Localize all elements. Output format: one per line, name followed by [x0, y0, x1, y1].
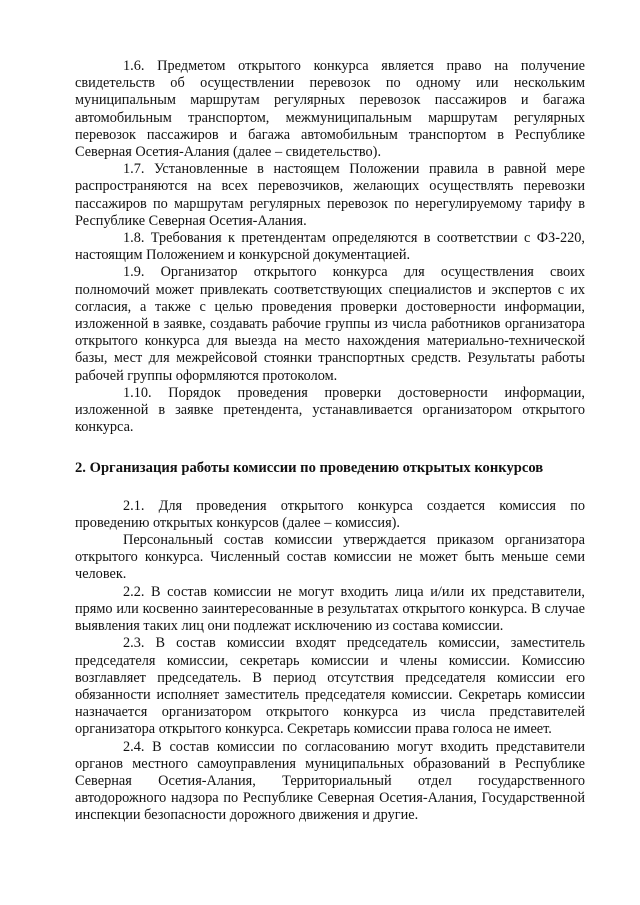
paragraph-2-1-composition: Персональный состав комиссии утверждается приказом организатора открытого конкурса. Численный состав комиссии не может быть меньше семи человек. [75, 532, 585, 583]
paragraph-2-3: 2.3. В состав комиссии входят председатель комиссии, заместитель председателя комиссии, секретарь комиссии и члены комиссии. Комиссию возглавляет председатель. В период отсутствия председателя комиссии его обязанности исполняет заместитель председателя комиссии. Секретарь комиссии назначается организатором открытого конкурса из числа представителей организатора открытого конкурса. Секретарь комиссии права голоса не имеет. [75, 635, 585, 738]
paragraph-1-10: 1.10. Порядок проведения проверки достоверности информации, изложенной в заявке претендента, устанавливается организатором открытого конкурса. [75, 384, 585, 436]
paragraph-2-4: 2.4. В состав комиссии по согласованию могут входить представители органов местного самоуправления муниципальных образований в Республике Северная Осетия-Алания, Территориальный отдел государственного автодорожного надзора по Республике Северная Осетия-Алания, Государственной инспекции безопасности дорожного движения и другие. [75, 738, 585, 824]
section-2-heading: 2. Организация работы комиссии по проведению открытых конкурсов [75, 460, 544, 477]
paragraph-1-9: 1.9. Организатор открытого конкурса для осуществления своих полномочий может привлекать соответствующих специалистов и экспертов с их согласия, а также с целью проведения проверки достоверности информации, изложенной в заявке, создавать рабочие группы из числа работников организатора открытого конкурса для выезда на место нахождения материально-технической базы, мест для межрейсовой стоянки транспортных средств. Результаты работы рабочей группы оформляются протоколом. [75, 264, 585, 384]
paragraph-2-1: 2.1. Для проведения открытого конкурса создается комиссия по проведению открытых конкурсов (далее – комиссия). [75, 497, 585, 531]
paragraph-1-6: 1.6. Предметом открытого конкурса является право на получение свидетельств об осуществлении перевозок по одному или нескольким муниципальным маршрутам регулярных перевозок пассажиров и багажа автомобильным транспортом, межмуниципальным маршрутам регулярных перевозок пассажиров и багажа автомобильным транспортом в Республике Северная Осетия-Алания (далее – свидетельство). [75, 58, 585, 161]
paragraph-1-7: 1.7. Установленные в настоящем Положении правила в равной мере распространяются на всех перевозчиков, желающих осуществлять перевозки пассажиров по маршрутам регулярных перевозок по нерегулируемому тарифу в Республике Северная Осетия-Алания. [75, 161, 585, 229]
paragraph-2-2: 2.2. В состав комиссии не могут входить лица и/или их представители, прямо или косвенно заинтересованные в результатах открытого конкурса. В случае выявления таких лиц они подлежат исключению из состава комиссии. [75, 583, 585, 635]
paragraph-1-8: 1.8. Требования к претендентам определяются в соответствии с ФЗ-220, настоящим Положением и конкурсной документацией. [75, 230, 585, 264]
